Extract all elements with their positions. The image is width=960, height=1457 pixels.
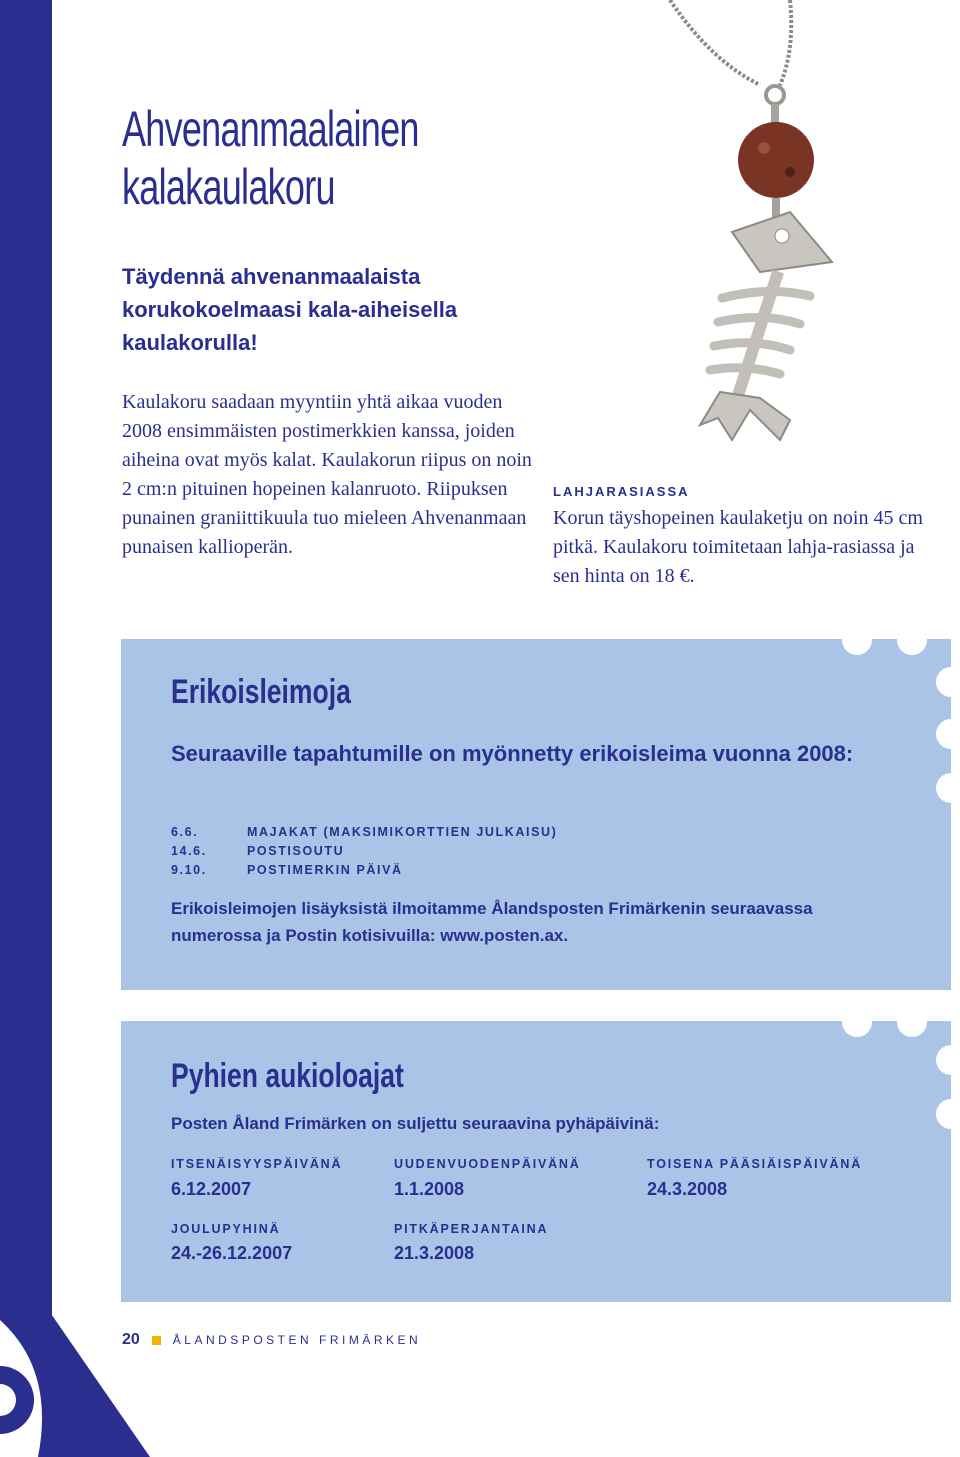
holiday-label: ITSENÄISYYSPÄIVÄNÄ (171, 1157, 343, 1171)
holiday-date: 24.-26.12.2007 (171, 1243, 293, 1263)
perforation-dot (842, 1007, 872, 1037)
holiday-label: TOISENA PÄÄSIÄISPÄIVÄNÄ (647, 1157, 863, 1171)
holiday-date: 1.1.2008 (394, 1179, 465, 1199)
event-name: MAJAKAT (MAKSIMIKORTTIEN JULKAISU) (247, 825, 558, 839)
perforation-dot (897, 1007, 927, 1037)
holiday-date: 6.12.2007 (171, 1179, 252, 1199)
perforation-dot (936, 719, 960, 749)
perforation-dot (936, 667, 960, 697)
holiday-hours-title: Pyhien aukioloajat (171, 1057, 404, 1095)
publication-name: ÅLANDSPOSTEN FRIMÄRKEN (172, 1333, 422, 1347)
event-date: 14.6. (171, 844, 207, 858)
article-subtitle: Täydennä ahvenanmaalaista korukokoelmaasi kala-aiheisella kaulakorulla! (122, 264, 458, 355)
holiday-hours-intro: Posten Åland Frimärken on suljettu seuraavina pyhäpäivinä: (171, 1114, 660, 1133)
holiday-label: UUDENVUODENPÄIVÄNÄ (394, 1157, 581, 1171)
perforation-dot (936, 1045, 960, 1075)
perforation-dot (842, 625, 872, 655)
postmark-event (171, 842, 557, 861)
special-postmarks-panel (121, 639, 951, 990)
holiday-hours-panel (121, 1021, 951, 1302)
event-date: 9.10. (171, 863, 207, 877)
footer-square-icon (152, 1336, 161, 1345)
article-title-line-1: Ahvenanmaalainen (122, 101, 419, 157)
perforation-dot (936, 773, 960, 803)
page-number: 20 (122, 1331, 140, 1348)
event-name: POSTIMERKIN PÄIVÄ (247, 863, 403, 877)
gift-box-text: Korun täyshopeinen kaulaketju on noin 45 cm pitkä. Kaulakoru toimitetaan lahja-rasiassa ja sen hinta on 18 €. (553, 507, 923, 587)
event-date: 6.6. (171, 825, 199, 839)
holiday-date: 21.3.2008 (394, 1243, 475, 1263)
perforation-dot (936, 1099, 960, 1129)
gift-box-label: LAHJARASIASSA (553, 484, 690, 499)
special-postmarks-title: Erikoisleimoja (171, 673, 351, 711)
special-postmarks-note: Erikoisleimojen lisäyksistä ilmoitamme Ålandsposten Frimärkenin seuraavassa numerossa ja Postin kotisivuilla: www.posten.ax. (171, 899, 813, 945)
event-name: POSTISOUTU (247, 844, 345, 858)
fish-bone-necklace-image (640, 0, 860, 460)
postmark-event-list (171, 823, 557, 880)
holiday-label: JOULUPYHINÄ (171, 1222, 281, 1236)
article-title-line-2: kalakaulakoru (122, 159, 335, 215)
article-title (122, 100, 554, 216)
holiday-label: PITKÄPERJANTAINA (394, 1222, 549, 1236)
page-footer (122, 1331, 421, 1349)
special-postmarks-intro: Seuraaville tapahtumille on myönnetty erikoisleima vuonna 2008: (171, 741, 854, 766)
holiday-date: 24.3.2008 (647, 1179, 728, 1199)
perforation-dot (897, 625, 927, 655)
postmark-event (171, 861, 557, 880)
postmark-event (171, 823, 557, 842)
article-body: Kaulakoru saadaan myyntiin yhtä aikaa vuoden 2008 ensimmäisten postimerkkien kanssa, joiden aiheina ovat myös kalat. Kaulakorun riipus on noin 2 cm:n pituinen hopeinen kalanruoto. Riipuksen punainen graniittikuula tuo mieleen Ahvenanmaan punaisen kallioperän. (122, 391, 532, 558)
